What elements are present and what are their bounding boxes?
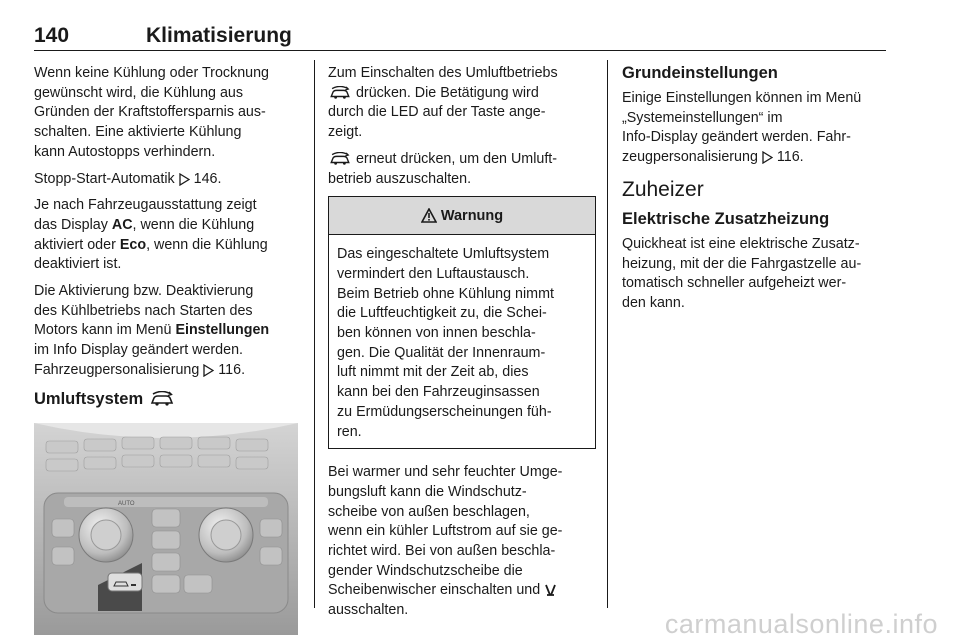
section-heading-umluftsystem: Umluftsystem [34, 390, 302, 409]
page-header [34, 24, 886, 51]
paragraph: Zum Einschalten des Umluftbetriebs drücken. Die Betätigung wird durch die LED auf der Taste ange- zeigt. [328, 65, 558, 141]
column-divider [607, 60, 608, 608]
column-right [622, 64, 890, 321]
paragraph: Stopp-Start-Automatik 146. [34, 170, 222, 187]
column-divider [314, 60, 315, 608]
triangle-ref-icon [179, 173, 190, 186]
paragraph: erneut drücken, um den Umluft- betrieb auszuschalten. [328, 150, 558, 187]
climate-control-panel-photo [34, 423, 298, 635]
paragraph: Je nach Fahrzeugausstattung zeigt das Display AC, wenn die Kühlung aktiviert oder Eco, wenn die Kühlung deaktiviert ist. [34, 197, 268, 273]
warning-body [329, 235, 595, 448]
paragraph: Bei warmer und sehr feuchter Umge- bungsluft kann die Windschutz- scheibe von außen beschlagen, wenn ein kühler Luftstrom auf sie ge- richtet wird. Bei von außen beschla- gender Windschutzscheibe die Scheibenwischer einschalten und ausschalten. [328, 464, 563, 619]
subsection-heading-elektrische-zusatzheizung: Elektrische Zusatzheizung [622, 209, 830, 228]
warning-header: Warnung [329, 197, 595, 235]
paragraph: Die Aktivierung bzw. Deaktivierung des Kühlbetriebs nach Starten des Motors kann im Menü Einstellungen im Info Display geändert werden. Fahrzeugpersonalisierung 116. [34, 283, 270, 378]
triangle-ref-icon [762, 151, 773, 164]
column-middle [328, 64, 596, 628]
chapter-title: Klimatisierung [146, 24, 292, 47]
panel-label-auto: AUTO [118, 500, 135, 507]
recirculation-car-icon [328, 152, 352, 166]
warning-box [328, 196, 596, 449]
watermark: carmanualsonline.info [664, 609, 938, 639]
warning-text: Das eingeschaltete Umluftsystem vermindert den Luftaustausch. Beim Betrieb ohne Kühlung nimmt die Luftfeuchtigkeit zu, die Schei- ben können von innen beschla- gen. Die Qualität der Innenraum- luft nimmt mit der Zeit ab, dies kann bei den Fahrzeuginsassen zu Ermüdungserscheinungen füh- ren. [337, 246, 554, 440]
section-heading-zuheizer: Zuheizer [622, 177, 704, 201]
paragraph: Einige Einstellungen können im Menü „Systemeinstellungen“ im Info-Display geändert werden. Fahr- zeugpersonalisierung 116. [622, 90, 862, 166]
recirculation-car-icon [149, 391, 175, 407]
section-heading-grundeinstellungen: Grundeinstellungen [622, 64, 778, 82]
page-number: 140 [34, 24, 70, 47]
warning-triangle-icon [421, 208, 437, 223]
recirculation-car-icon [328, 86, 352, 100]
paragraph: Wenn keine Kühlung oder Trocknung gewünscht wird, die Kühlung aus Gründen der Kraftstoffersparnis aus- schalten. Eine aktivierte Kühlung kann Autostopps verhindern. [34, 65, 269, 160]
column-left [34, 64, 302, 640]
wiper-icon [544, 583, 557, 597]
triangle-ref-icon [203, 364, 214, 377]
paragraph: Quickheat ist eine elektrische Zusatz- heizung, mit der die Fahrgastzelle au- tomatisch schneller aufgeheizt wer- den kann. [622, 235, 862, 311]
